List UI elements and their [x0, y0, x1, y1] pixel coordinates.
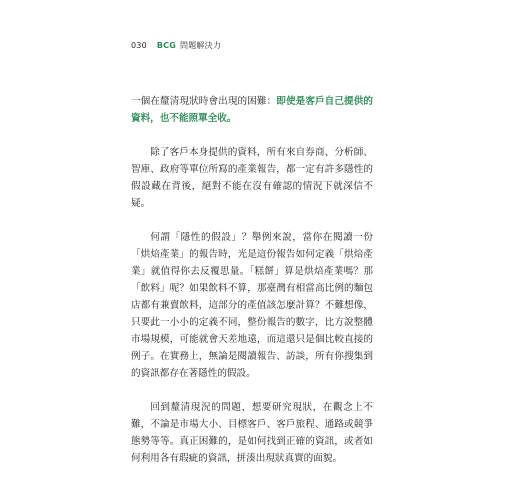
highlight-text: 即使是客戶自己提供的資料，也不能照單全收。 — [131, 96, 374, 124]
paragraph-hidden-assumptions: 何謂「隱性的假設」？舉例來說，當你在閱讀一份「烘焙產業」的報告時，光是這份報告如何定義「烘焙產業」就值得你去反覆思量。「糕餅」算是烘焙產業嗎？那「飲料」呢？如果飲料不算，那臺灣有相當高比例的麵包店都有兼賣飲料，這部分的產值該怎麼計算？不難想像，只要此一小小的定義不同，整份報告的數字，比方說整體市場規模，可能就會天差地遠，而這還只是個比較直接的例子。在實務上，無論是閱讀報告、訪談，所有你搜集到的資訊都存在著隱性的假設。 — [131, 232, 373, 379]
book-title: 問題解決力 — [180, 41, 222, 50]
body-text — [131, 93, 373, 467]
page-number: 030 — [131, 41, 147, 50]
paragraph-client-data: 除了客戶本身提供的資料，所有來自券商、分析師、智庫、政府等單位所寫的產業報告，都一定有許多隱性的假設藏在背後，絕對不能在沒有確認的情況下就深信不疑。 — [131, 147, 373, 209]
intro-text: 一個在釐清現狀時會出現的困難： — [131, 96, 277, 107]
paragraph-intro — [131, 93, 373, 127]
series-name: BCG — [156, 41, 177, 50]
running-header — [131, 40, 221, 51]
paragraph-current-state: 回到釐清現況的問題，想要研究現狀，在觀念上不難，不論是市場大小、目標客戶、客戶旅程、通路或競爭態勢等等。真正困難的，是如何找到正確的資訊，或者如何利用各有瑕疵的資訊，拼湊出現狀真實的面貌。 — [131, 402, 373, 464]
